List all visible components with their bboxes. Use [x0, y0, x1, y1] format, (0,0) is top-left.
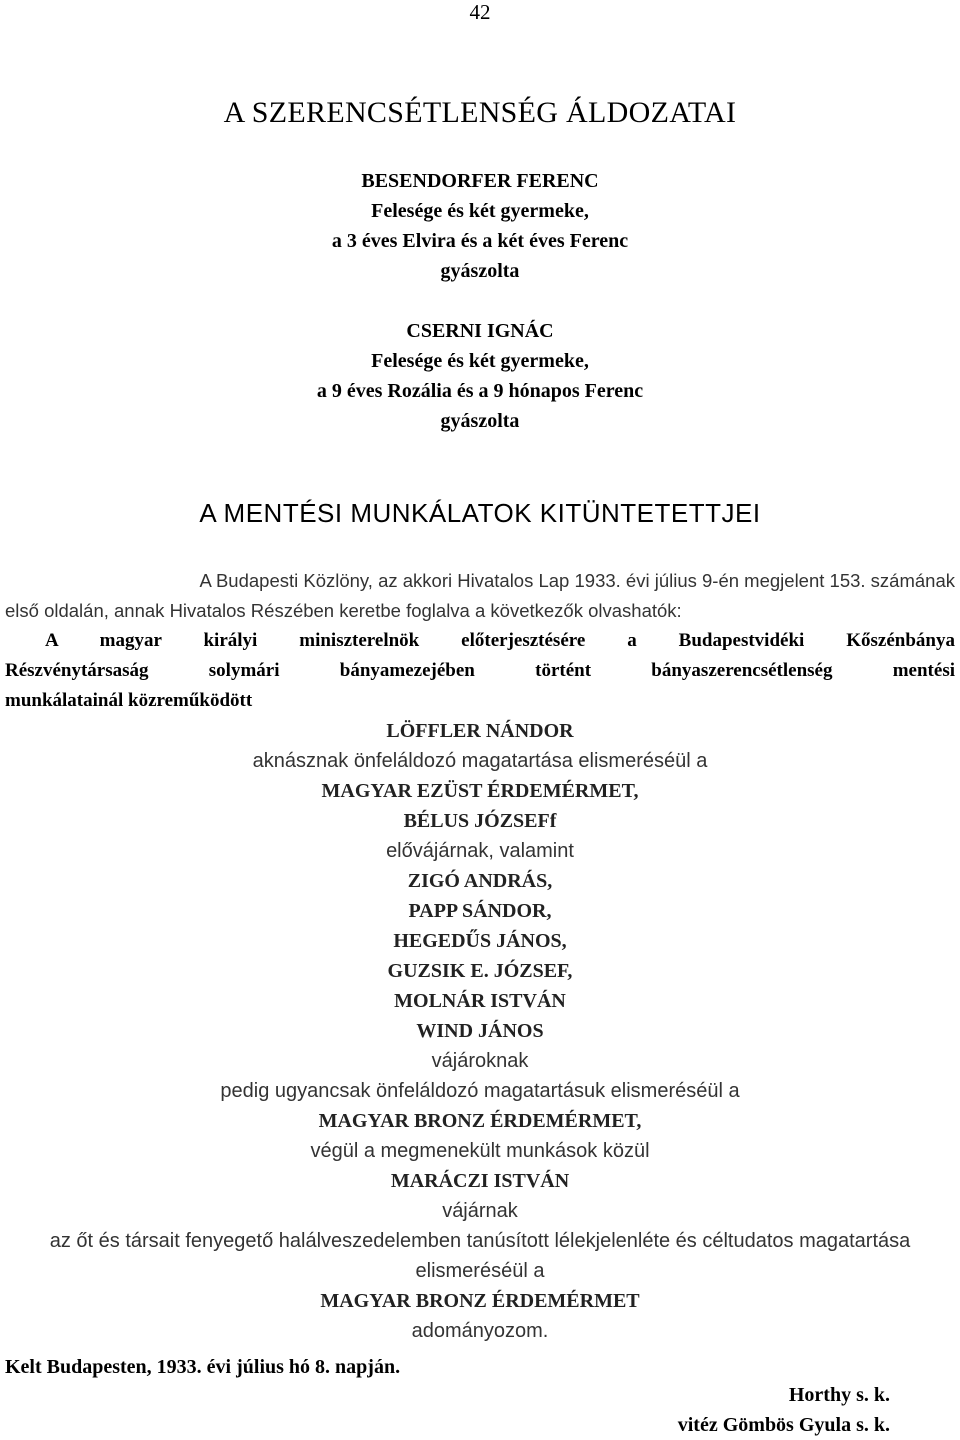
honoree-name: ZIGÓ ANDRÁS,	[407, 870, 553, 892]
honor-description: elővájárnak, valamint	[386, 840, 574, 862]
dated-line: Kelt Budapesten, 1933. évi július hó 8. napján.	[5, 1356, 401, 1378]
victim-block-2	[0, 316, 960, 436]
signature-gombos: vitéz Gömbös Gyula s. k.	[677, 1414, 890, 1436]
signature-horthy: Horthy s. k.	[788, 1384, 890, 1406]
honoree-name: WIND JÁNOS	[416, 1020, 544, 1042]
honoree-name: MARÁCZI ISTVÁN	[390, 1170, 570, 1192]
page-number: 42	[469, 0, 491, 24]
honoree-name: BÉLUS JÓZSEFf	[403, 810, 557, 832]
victim-name: CSERNI IGNÁC	[406, 320, 554, 342]
victim-family-line: Felesége és két gyermeke,	[371, 200, 589, 222]
decree-line-1: A magyar királyi miniszterelnök előterjesztésére a Budapestvidéki Kőszénbánya	[45, 630, 955, 651]
victim-mourned-line: gyászolta	[440, 260, 520, 282]
intro-paragraph	[5, 566, 955, 626]
main-title: A SZERENCSÉTLENSÉG ÁLDOZATAI	[223, 96, 737, 129]
honoree-name: PAPP SÁNDOR,	[408, 900, 552, 922]
victim-mourned-line: gyászolta	[440, 410, 520, 432]
medal-name: MAGYAR EZÜST ÉRDEMÉRMET,	[321, 780, 639, 802]
decree-line-2: Részvénytársaság solymári bányamezejében történt bányaszerencsétlenség mentési	[5, 660, 955, 681]
honor-description: aknásznak önfeláldozó magatartása elismeréséül a	[252, 750, 708, 772]
victim-children-line: a 9 éves Rozália és a 9 hónapos Ferenc	[316, 380, 644, 402]
medal-name: MAGYAR BRONZ ÉRDEMÉRMET	[320, 1290, 640, 1312]
honor-description: az őt és társait fenyegető halálveszedelemben tanúsított lélekjelenléte és céltudatos magatartása	[49, 1230, 911, 1252]
intro-line-2: első oldalán, annak Hivatalos Részében keretbe foglalva a következők olvashatók:	[5, 600, 682, 621]
honoree-name: GUZSIK E. JÓZSEF,	[387, 960, 573, 982]
intro-line-1: A Budapesti Közlöny, az akkori Hivatalos Lap 1933. évi július 9-én megjelent 153. számának	[199, 570, 955, 591]
honor-description: vájároknak	[431, 1050, 529, 1072]
signatures	[678, 1380, 890, 1440]
decree-paragraph	[5, 626, 955, 716]
decree-line-3: munkálatainál közreműködött	[5, 690, 253, 711]
honoree-name: HEGEDŰS JÁNOS,	[393, 930, 567, 952]
honor-description: pedig ugyancsak önfeláldozó magatartásuk elismeréséül a	[220, 1080, 740, 1102]
honoree-name: MOLNÁR ISTVÁN	[394, 990, 566, 1012]
honor-description: végül a megmenekült munkások közül	[310, 1140, 650, 1162]
honor-description: elismeréséül a	[415, 1260, 545, 1282]
honor-description: adományozom.	[411, 1320, 549, 1342]
victim-block-1	[0, 166, 960, 286]
honoree-name: LÖFFLER NÁNDOR	[386, 720, 574, 742]
section-title: A MENTÉSI MUNKÁLATOK KITÜNTETETTJEI	[199, 498, 761, 528]
medal-name: MAGYAR BRONZ ÉRDEMÉRMET,	[318, 1110, 642, 1132]
victim-family-line: Felesége és két gyermeke,	[371, 350, 589, 372]
honors-list	[0, 716, 960, 1346]
honor-description: vájárnak	[442, 1200, 518, 1222]
victim-name: BESENDORFER FERENC	[361, 170, 599, 192]
victim-children-line: a 3 éves Elvira és a két éves Ferenc	[331, 230, 629, 252]
